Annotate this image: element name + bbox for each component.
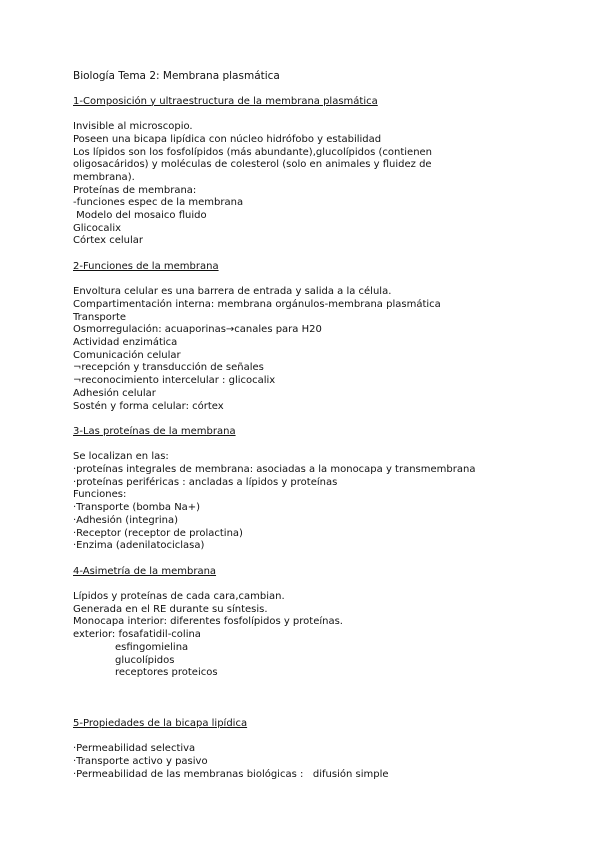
section-proteinas	[73, 426, 573, 553]
text-line: ·Adhesión (integrina)	[73, 514, 178, 526]
text-line: ·Transporte activo y pasivo	[73, 756, 208, 768]
section-composicion	[73, 96, 573, 248]
text-line: Se localizan en las:	[73, 451, 169, 463]
section-funciones	[73, 261, 573, 413]
text-line: ¬reconocimiento intercelular : glicocalix	[73, 375, 276, 387]
text-line: Generada en el RE durante su síntesis.	[73, 603, 268, 615]
text-line: Modelo del mosaico fluido	[73, 210, 207, 222]
text-line: ·Permeabilidad selectiva	[73, 743, 196, 755]
section-heading: 2-Funciones de la membrana	[73, 260, 219, 272]
text-line: Invisible al microscopio.	[73, 121, 193, 133]
text-line: Adhesión celular	[73, 387, 156, 399]
text-line: Actividad enzimática	[73, 337, 178, 349]
section-heading: 4-Asimetría de la membrana	[73, 565, 217, 577]
text-line: ·Permeabilidad de las membranas biológicas : difusión simple	[73, 768, 389, 780]
text-line: Compartimentación interna: membrana orgánulos-membrana plasmática	[73, 298, 441, 310]
text-line: Lípidos y proteínas de cada cara,cambian.	[73, 591, 285, 603]
text-line: Proteínas de membrana:	[73, 184, 197, 196]
section-heading: 5-Propiedades de la bicapa lipídica	[73, 717, 248, 729]
text-line: Córtex celular	[73, 235, 143, 247]
section-asimetria	[73, 566, 573, 680]
text-line: ·Enzima (adenilatociclasa)	[73, 540, 205, 552]
text-line: Monocapa interior: diferentes fosfolípidos y proteínas.	[73, 616, 343, 628]
text-line: Comunicación celular	[73, 349, 181, 361]
text-line: Poseen una bicapa lipídica con núcleo hidrófobo y estabilidad	[73, 133, 382, 145]
document-title: Biología Tema 2: Membrana plasmática	[73, 70, 280, 82]
text-line-indented: receptores proteicos	[115, 667, 218, 679]
text-line: ·Receptor (receptor de prolactina)	[73, 527, 243, 539]
text-line: Funciones:	[73, 489, 127, 501]
text-line: ·Transporte (bomba Na+)	[73, 502, 201, 514]
text-line: ·proteínas integrales de membrana: asociadas a la monocapa y transmembrana	[73, 464, 476, 476]
text-line: Transporte	[73, 311, 127, 323]
section-heading: 3-Las proteínas de la membrana	[73, 425, 236, 437]
text-line-indented: glucolípidos	[115, 654, 175, 666]
text-line: ¬recepción y transducción de señales	[73, 362, 264, 374]
text-line: -funciones espec de la membrana	[73, 197, 244, 209]
text-line: Osmorregulación: acuaporinas→canales para H20	[73, 324, 322, 336]
text-line-indented: esfingomielina	[115, 641, 189, 653]
text-line: exterior: fosafatidil-colina	[73, 629, 201, 641]
section-propiedades	[73, 718, 573, 782]
text-line: Glicocalix	[73, 222, 122, 234]
section-heading: 1-Composición y ultraestructura de la membrana plasmática	[73, 95, 378, 107]
document-page	[73, 70, 573, 794]
text-line: Envoltura celular es una barrera de entrada y salida a la célula.	[73, 286, 392, 298]
text-line: Los lípidos son los fosfolípidos (más abundante),glucolípidos (contienen oligosacáridos) y moléculas de colesterol (solo en animales y fluidez de membrana).	[73, 146, 433, 183]
text-line: ·proteínas periféricas : ancladas a lípidos y proteínas	[73, 476, 338, 488]
text-line: Sostén y forma celular: córtex	[73, 400, 224, 412]
